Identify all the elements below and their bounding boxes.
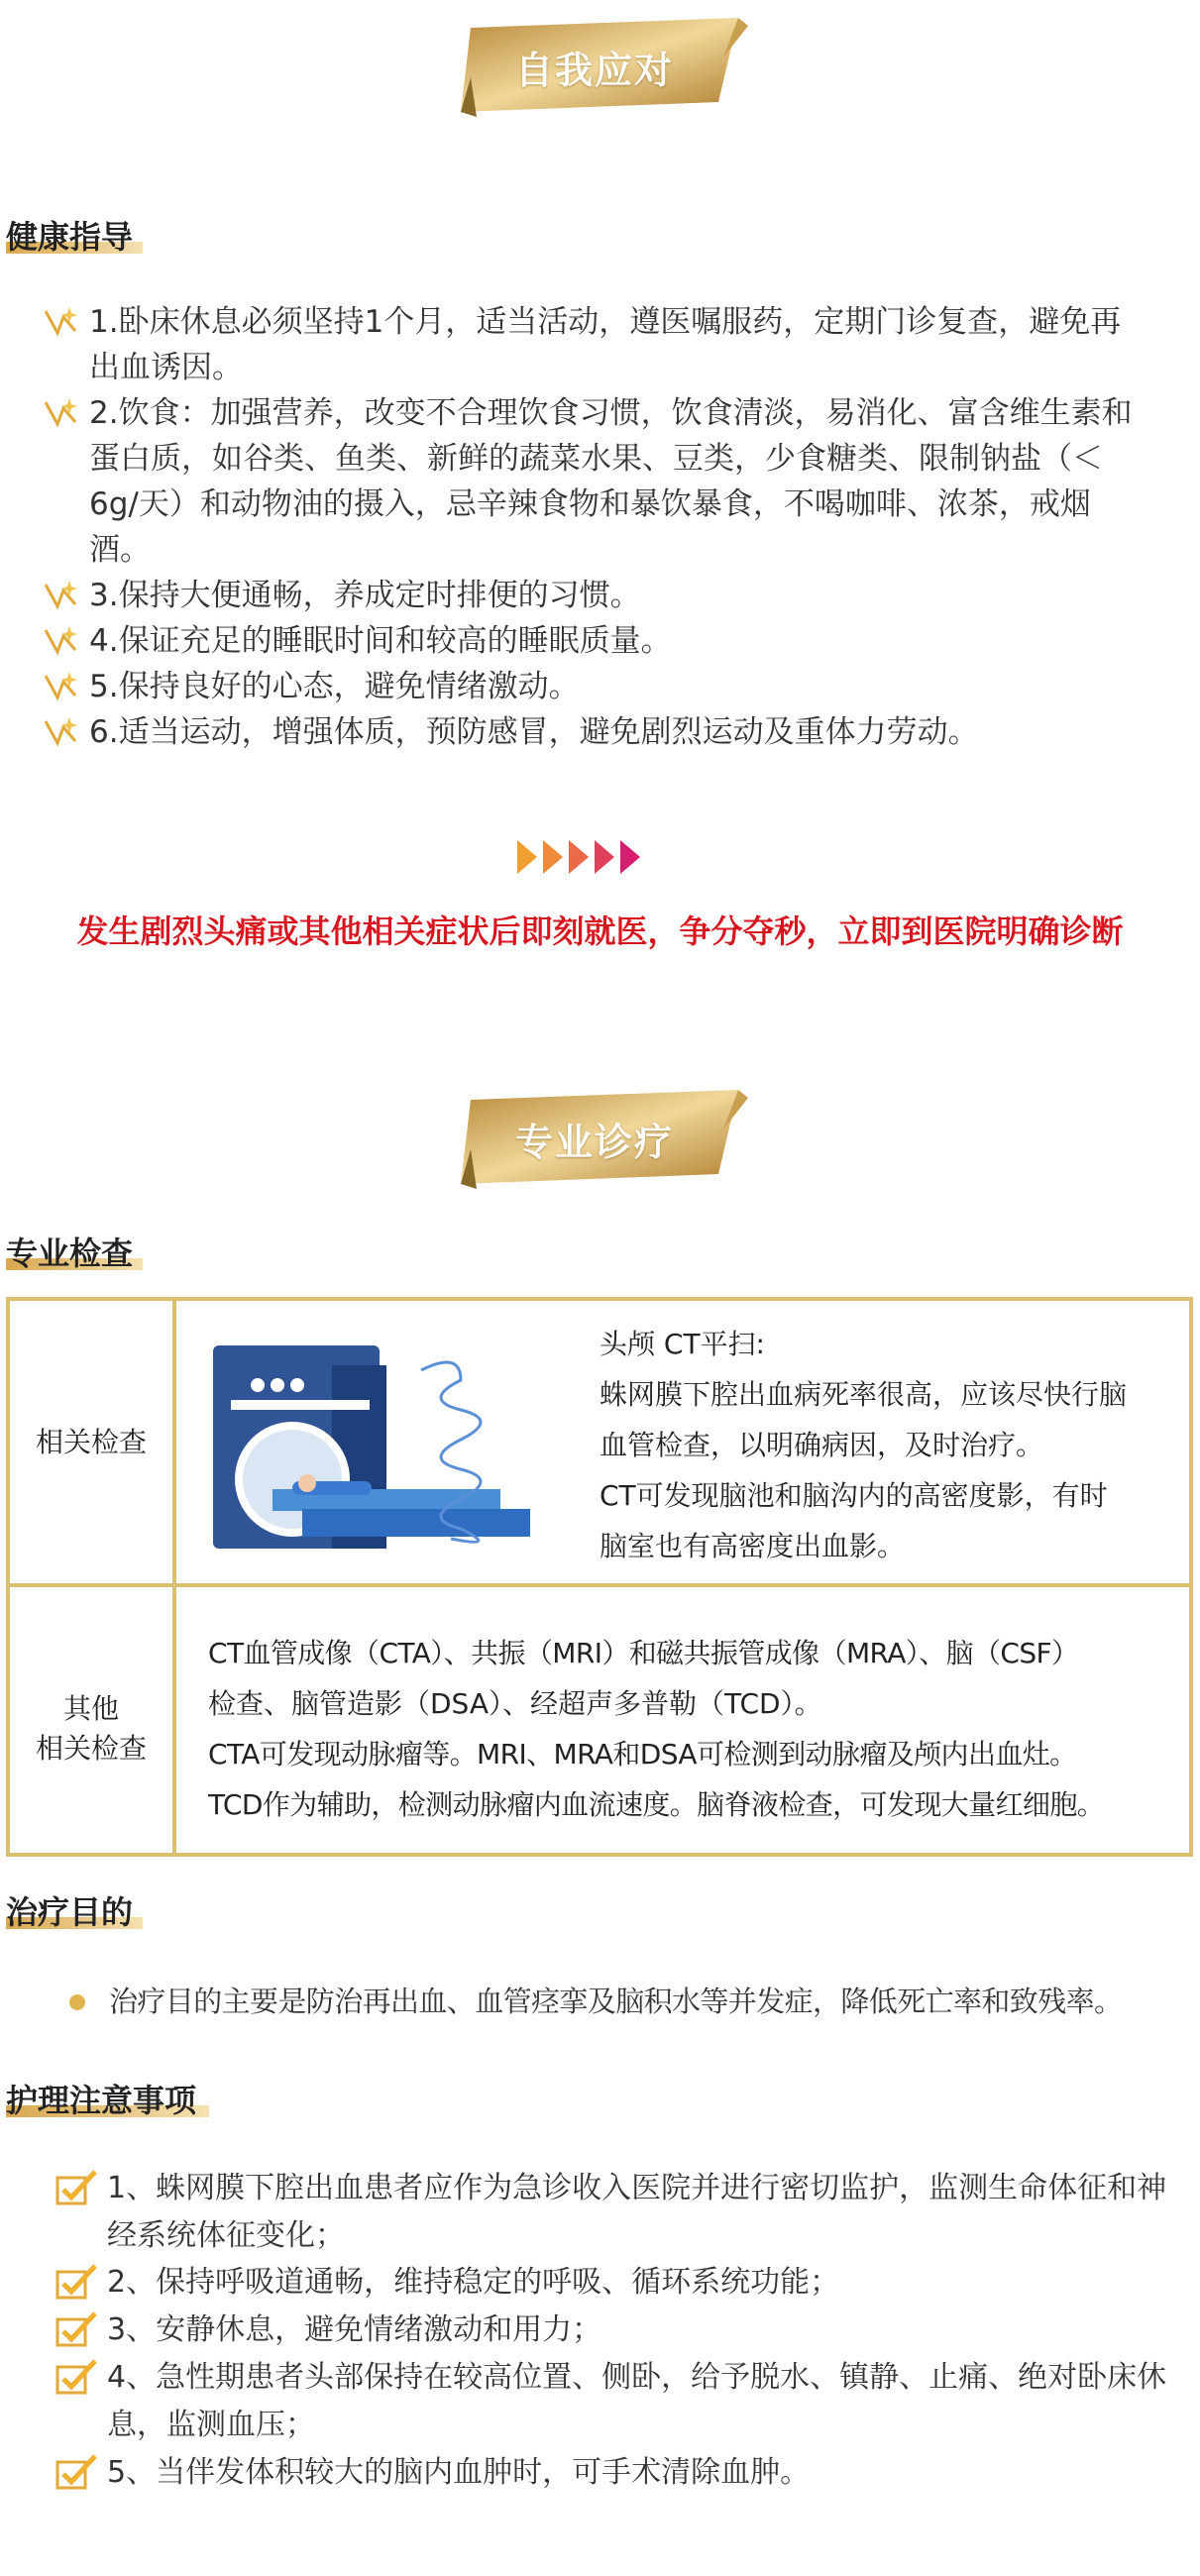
item-text: 1.卧床休息必须坚持1个月，适当活动，遵医嘱服药，定期门诊复查，避免再出血诱因。 [89,304,1122,385]
checkbox-icon [54,2168,99,2207]
item-text: 4.保证充足的睡眠时间和较高的睡眠质量。 [89,623,672,659]
row-label: 相关检查 [35,1732,147,1765]
section-heading-nursing [6,2076,196,2121]
item-text: 3.保持大便通畅，养成定时排便的习惯。 [89,578,641,613]
banner-title: 自我应对 [514,48,674,92]
alert-text: 发生剧烈头痛或其他相关症状后即刻就医，争分夺秒，立即到医院明确诊断 [76,912,1124,950]
heading-text: 护理注意事项 [6,2082,197,2119]
sparkle-icon [40,577,83,616]
item-text: 5.保持良好的心态，避免情绪激动。 [89,669,580,704]
nursing-item: 4、急性期患者头部保持在较高位置、侧卧，给予脱水、镇静、止痛、绝对卧床休息，监测血压； [107,2360,1167,2442]
exam-text: 蛛网膜下腔出血病死率很高，应该尽快行脑 [600,1378,1128,1411]
exam-text: TCD作为辅助，检测动脉瘤内血流速度。脑脊液检查，可发现大量红细胞。 [208,1788,1105,1821]
arrow-icon [543,840,563,874]
arrow-icon [569,840,589,874]
arrow-icon [595,840,614,874]
heading-text: 专业检查 [6,1234,134,1272]
list-item [40,618,1179,664]
row-label: 相关检查 [35,1426,147,1458]
arrow-divider [517,840,640,874]
sparkle-icon [40,668,83,707]
arrow-icon [620,840,640,874]
checkbox-icon [54,2452,99,2492]
table-divider [10,1583,1189,1587]
banner-professional [451,1090,748,1199]
banner-self-care [451,18,748,127]
sparkle-icon [40,713,83,753]
checkbox-icon [54,2262,99,2302]
sparkle-icon [40,394,83,434]
exam-text: 检查、脑管造影（DSA）、经超声多普勒（TCD）。 [208,1687,822,1720]
checkbox-icon [54,2357,99,2397]
exam-text: CTA可发现动脉瘤等。MRI、MRA和DSA可检测到动脉瘤及颅内出血灶。 [208,1738,1077,1771]
heading-text: 治疗目的 [6,1893,134,1931]
list-item [40,299,1179,392]
banner-title: 专业诊疗 [514,1120,674,1164]
exam-table [6,1297,1193,1857]
section-heading-exam [6,1229,133,1274]
list-item [40,573,1179,618]
bullet-dot-icon [69,1994,85,2010]
nursing-item: 1、蛛网膜下腔出血患者应作为急诊收入医院并进行密切监护，监测生命体征和神经系统体征变化； [107,2171,1167,2253]
exam-text: CT可发现脑池和脑沟内的高密度影，有时 [600,1479,1108,1512]
nursing-item: 2、保持呼吸道通畅，维持稳定的呼吸、循环系统功能； [107,2265,840,2300]
list-item [40,709,1179,755]
heading-text: 健康指导 [6,218,134,256]
exam-text: 血管检查，以明确病因，及时治疗。 [600,1429,1044,1461]
nursing-item: 3、安静休息，避免情绪激动和用力； [107,2312,602,2347]
item-text: 2.饮食：加强营养，改变不合理饮食习惯，饮食清淡，易消化、富含维生素和蛋白质，如谷类、鱼类、新鲜的蔬菜水果、豆类，少食糖类、限制钠盐（＜6g/天）和动物油的摄入，忌辛辣食物和暴饮暴食，不喝咖啡、浓茶，戒烟酒。 [89,395,1133,568]
table-divider [172,1301,176,1853]
list-item [40,390,1179,579]
nursing-item: 5、当伴发体积较大的脑内血肿时，可手术清除血肿。 [107,2455,811,2490]
sparkle-icon [40,622,83,662]
list-item [40,664,1179,709]
item-text: 6.适当运动，增强体质，预防感冒，避免剧烈运动及重体力劳动。 [89,714,979,750]
ct-scanner-illustration [213,1341,570,1558]
exam-text: CT血管成像（CTA）、共振（MRI）和磁共振管成像（MRA）、脑（CSF） [208,1637,1079,1669]
section-heading-health-guide [6,212,133,258]
checkbox-icon [54,2309,99,2349]
sparkle-icon [40,303,83,343]
section-heading-goal [6,1887,133,1933]
exam-title: 头颅 CT平扫: [600,1328,765,1360]
arrow-icon [517,840,537,874]
goal-text: 治疗目的主要是防治再出血、血管痉挛及脑积水等并发症，降低死亡率和致残率。 [109,1985,1123,2018]
exam-text: 脑室也有高密度出血影。 [600,1530,906,1562]
row-label: 其他 [62,1692,119,1725]
